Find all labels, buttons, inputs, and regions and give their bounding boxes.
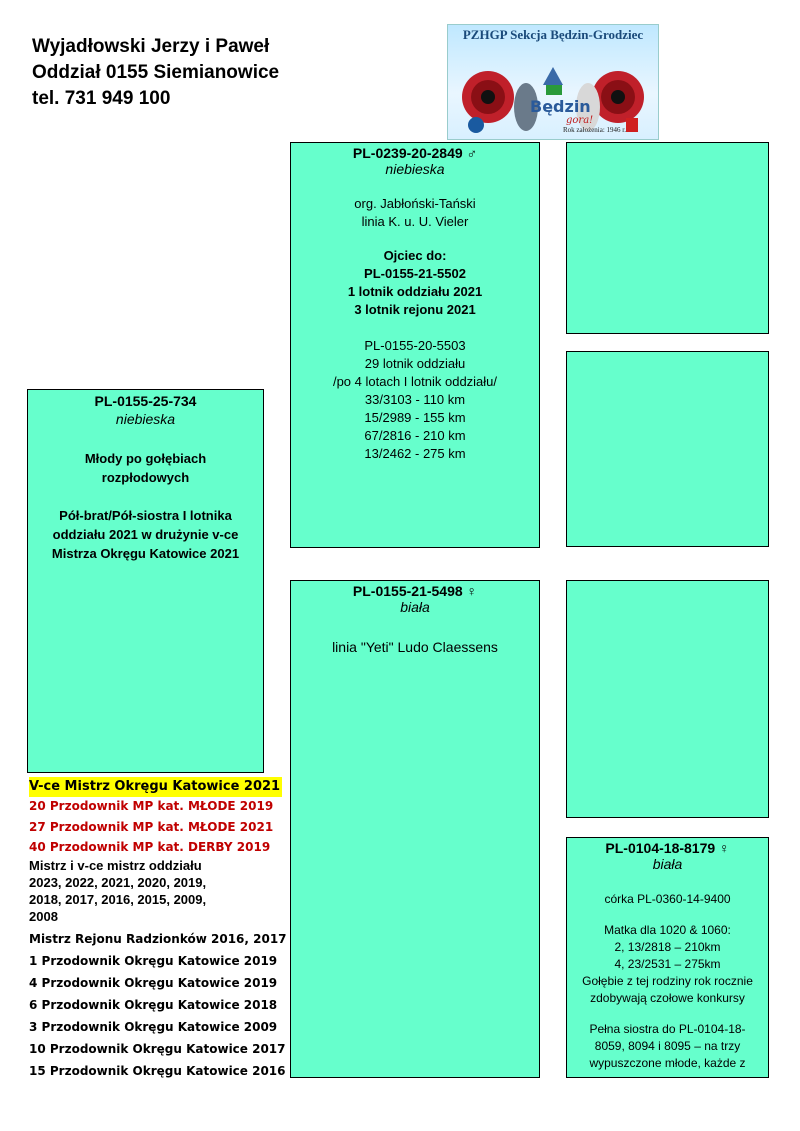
- granddam-mother-of: Matka dla 1020 & 1060:: [604, 923, 731, 937]
- achievement-item: 3 Przodownik Okręgu Katowice 2009: [29, 1020, 278, 1034]
- achievement-item: 40 Przodownik MP kat. DERBY 2019: [29, 840, 271, 854]
- achievement-item: Mistrz Rejonu Radzionków 2016, 2017: [29, 932, 287, 946]
- sire-origin: org. Jabłoński-Tański: [354, 196, 476, 211]
- sire-color: niebieska: [385, 161, 445, 177]
- sire-result: 13/2462 - 275 km: [364, 446, 466, 461]
- logo-slogan: gora!: [566, 115, 594, 126]
- sire-child-ach1: 1 lotnik oddziału 2021: [347, 284, 483, 299]
- granddam-res2: 4, 23/2531 – 275km: [614, 957, 721, 971]
- achievement-item: 1 Przodownik Okręgu Katowice 2019: [29, 954, 278, 968]
- achievement-item: 27 Przodownik MP kat. MŁODE 2021: [29, 820, 274, 834]
- achievement-champion: [29, 857, 206, 925]
- owner-branch: Oddział 0155 Siemianowice: [32, 62, 280, 83]
- main-bird-desc: Młody po gołębiach rozpłodowych: [84, 451, 207, 485]
- achievement-item: 20 Przodownik MP kat. MŁODE 2019: [29, 799, 274, 813]
- main-bird-note: Pół-brat/Pół-siostra I lotnika oddziału 2021 w drużynie v-ce Mistrza Okręgu Katowice 2021: [51, 508, 240, 561]
- main-bird-ring: PL-0155-25-734: [94, 393, 197, 409]
- sire-card: [290, 142, 540, 548]
- granddam-ring: PL-0104-18-8179 ♀: [605, 840, 730, 856]
- granddam-daughter: córka PL-0360-14-9400: [604, 892, 731, 906]
- dam-line: linia "Yeti" Ludo Claessens: [332, 639, 498, 655]
- logo-founded: Rok założenia: 1946 r.: [563, 126, 626, 134]
- dam-ring: PL-0155-21-5498 ♀: [352, 583, 478, 599]
- sire-result: 67/2816 - 210 km: [364, 428, 466, 443]
- sire-ring: PL-0239-20-2849 ♂: [352, 145, 478, 161]
- granddam-dam-card: [566, 837, 769, 1078]
- sire-line: linia K. u. U. Vieler: [361, 214, 469, 229]
- main-bird-card: [27, 389, 264, 773]
- achievement-item: 4 Przodownik Okręgu Katowice 2019: [29, 976, 278, 990]
- pigeon-logo-icon: [448, 25, 658, 139]
- sire-result: 33/3103 - 110 km: [364, 392, 466, 407]
- sire-child-ach2: 3 lotnik rejonu 2021: [354, 302, 476, 317]
- sire-child2-ach2: /po 4 lotach I lotnik oddziału/: [332, 374, 498, 389]
- achievement-line: 2018, 2017, 2016, 2015, 2009,: [29, 892, 207, 907]
- achievement-item: 10 Przodownik Okręgu Katowice 2017: [29, 1042, 286, 1056]
- owner-name: Wyjadłowski Jerzy i Paweł: [32, 36, 270, 57]
- granddam-sire-card: [566, 351, 769, 547]
- grandsire-sire-card: [566, 142, 769, 334]
- sire-father-of: Ojciec do:: [383, 248, 447, 263]
- granddam-res1: 2, 13/2818 – 210km: [614, 940, 721, 954]
- club-logo: [447, 24, 659, 140]
- granddam-family: Gołębie z tej rodziny rok rocznie zdobywają czołowe konkursy: [582, 974, 753, 1005]
- sire-child2-ring: PL-0155-20-5503: [364, 338, 466, 353]
- achievement-line: 2023, 2022, 2021, 2020, 2019,: [29, 875, 207, 890]
- achievement-item: 15 Przodownik Okręgu Katowice 2016: [29, 1064, 286, 1078]
- logo-city: Będzin: [530, 97, 591, 116]
- logo-title: PZHGP Sekcja Będzin-Grodziec: [462, 27, 644, 42]
- dam-color: biała: [400, 599, 430, 615]
- grandsire-dam-card: [566, 580, 769, 818]
- sire-result: 15/2989 - 155 km: [364, 410, 466, 425]
- achievement-item: 6 Przodownik Okręgu Katowice 2018: [29, 998, 278, 1012]
- owner-phone: tel. 731 949 100: [32, 88, 171, 109]
- sire-child-ring: PL-0155-21-5502: [364, 266, 466, 281]
- sire-child2-ach1: 29 lotnik oddziału: [364, 356, 466, 371]
- owner-header: [32, 34, 279, 112]
- achievement-line: 2008: [29, 909, 58, 924]
- dam-card: [290, 580, 540, 1078]
- granddam-color: biała: [652, 856, 683, 872]
- granddam-sister: Pełna siostra do PL-0104-18-8059, 8094 i 8095 – na trzy wypuszczone młode, każde z: [589, 1022, 746, 1070]
- main-bird-color: niebieska: [115, 411, 176, 427]
- achievement-highlight: V-ce Mistrz Okręgu Katowice 2021: [29, 777, 282, 797]
- achievement-line: Mistrz i v-ce mistrz oddziału: [29, 858, 202, 873]
